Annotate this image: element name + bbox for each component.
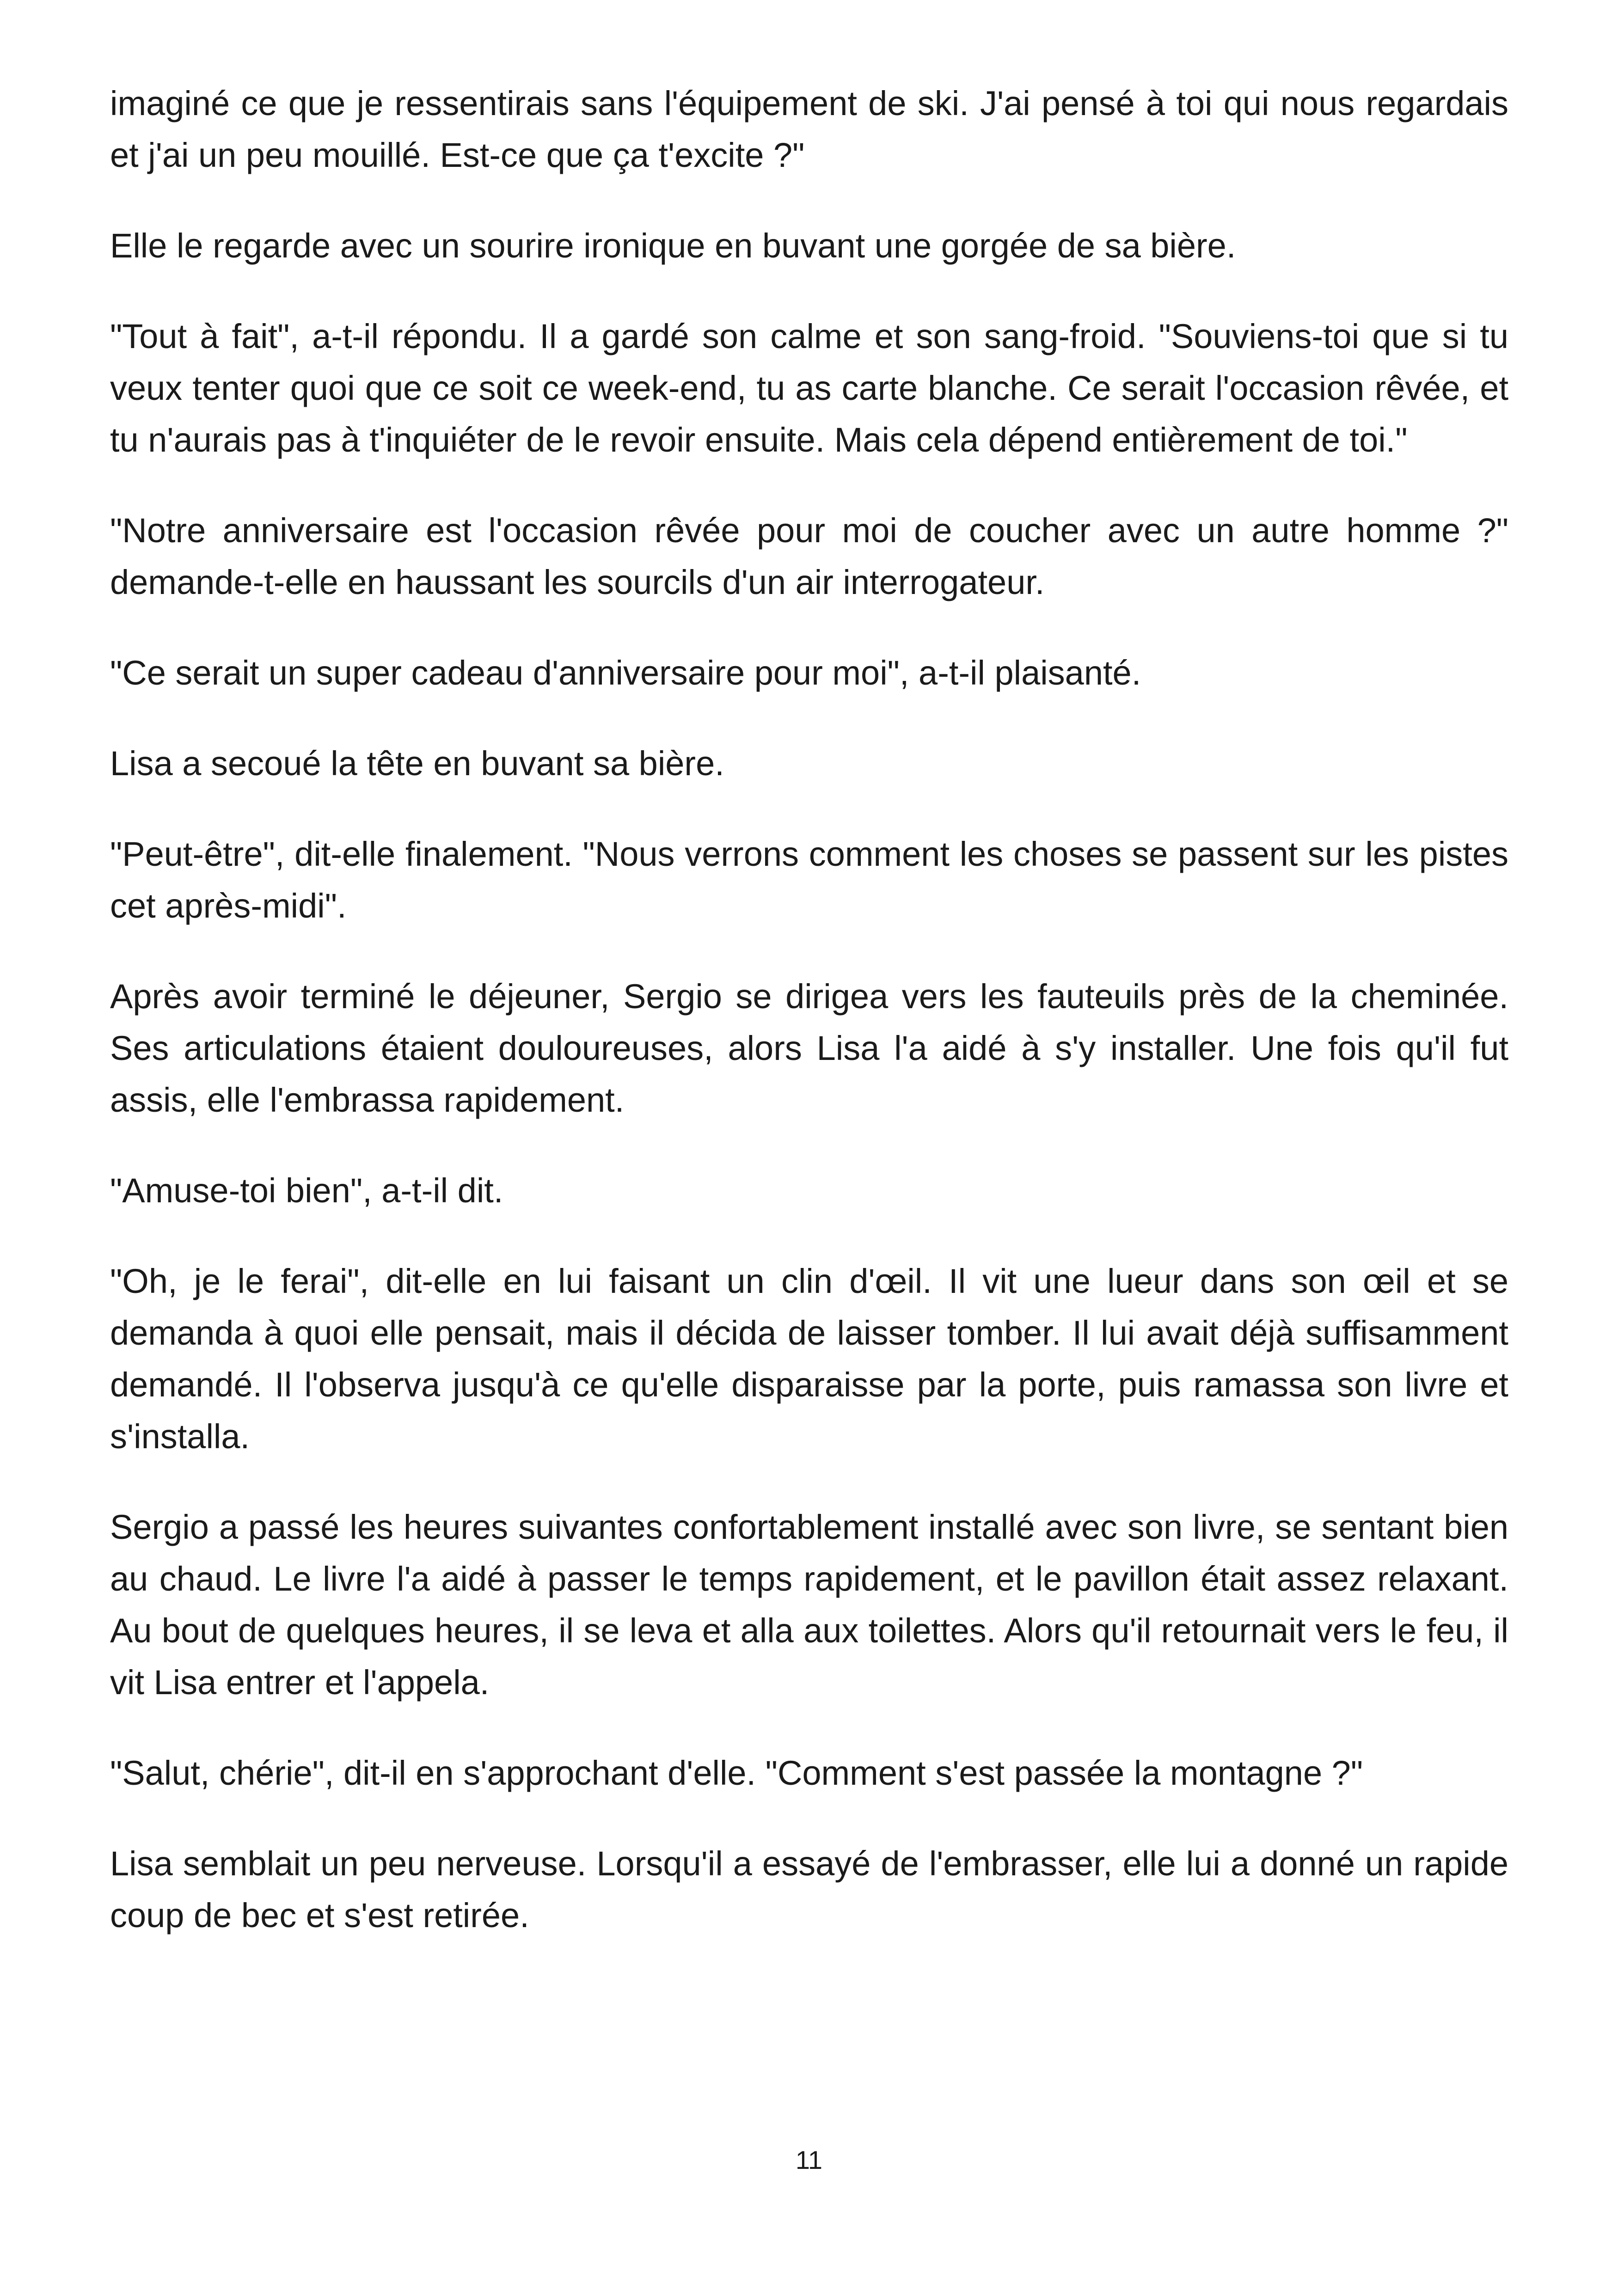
paragraph: Lisa a secoué la tête en buvant sa bière. xyxy=(110,744,724,783)
paragraph: "Amuse-toi bien", a-t-il dit. xyxy=(110,1171,503,1210)
paragraph: "Salut, chérie", dit-il en s'approchant d'elle. "Comment s'est passée la montagne ?" xyxy=(110,1754,1363,1792)
paragraph: imaginé ce que je ressentirais sans l'équipement de ski. J'ai pensé à toi qui nous regardais et j'ai un peu mouillé. Est-ce que ça t'excite ?" xyxy=(110,84,1508,174)
paragraph: Sergio a passé les heures suivantes confortablement installé avec son livre, se sentant bien au chaud. Le livre l'a aidé à passer le temps rapidement, et le pavillon était assez relaxant. Au bout de quelques heures, il se leva et alla aux toilettes. Alors qu'il retournait vers le feu, il vit Lisa entrer et l'appela. xyxy=(110,1508,1508,1702)
paragraph: "Oh, je le ferai", dit-elle en lui faisant un clin d'œil. Il vit une lueur dans son œil et se demanda à quoi elle pensait, mais il décida de laisser tomber. Il lui avait déjà suffisamment demandé. Il l'observa jusqu'à ce qu'elle disparaisse par la porte, puis ramassa son livre et s'installa. xyxy=(110,1262,1508,1456)
body-text xyxy=(110,78,1508,1980)
paragraph: "Tout à fait", a-t-il répondu. Il a gardé son calme et son sang-froid. "Souviens-toi que si tu veux tenter quoi que ce soit ce week-end, tu as carte blanche. Ce serait l'occasion rêvée, et tu n'aurais pas à t'inquiéter de le revoir ensuite. Mais cela dépend entièrement de toi." xyxy=(110,317,1508,459)
paragraph: Après avoir terminé le déjeuner, Sergio se dirigea vers les fauteuils près de la cheminée. Ses articulations étaient douloureuses, alors Lisa l'a aidé à s'y installer. Une fois qu'il fut assis, elle l'embrassa rapidement. xyxy=(110,977,1508,1119)
paragraph: Elle le regarde avec un sourire ironique en buvant une gorgée de sa bière. xyxy=(110,227,1236,265)
paragraph: "Notre anniversaire est l'occasion rêvée pour moi de coucher avec un autre homme ?" demande-t-elle en haussant les sourcils d'un air interrogateur. xyxy=(110,511,1508,601)
paragraph: "Ce serait un super cadeau d'anniversaire pour moi", a-t-il plaisanté. xyxy=(110,654,1141,692)
paragraph: Lisa semblait un peu nerveuse. Lorsqu'il a essayé de l'embrasser, elle lui a donné un rapide coup de bec et s'est retirée. xyxy=(110,1844,1508,1935)
paragraph: "Peut-être", dit-elle finalement. "Nous verrons comment les choses se passent sur les pistes cet après-midi". xyxy=(110,835,1508,925)
page-number: 11 xyxy=(795,2145,823,2174)
